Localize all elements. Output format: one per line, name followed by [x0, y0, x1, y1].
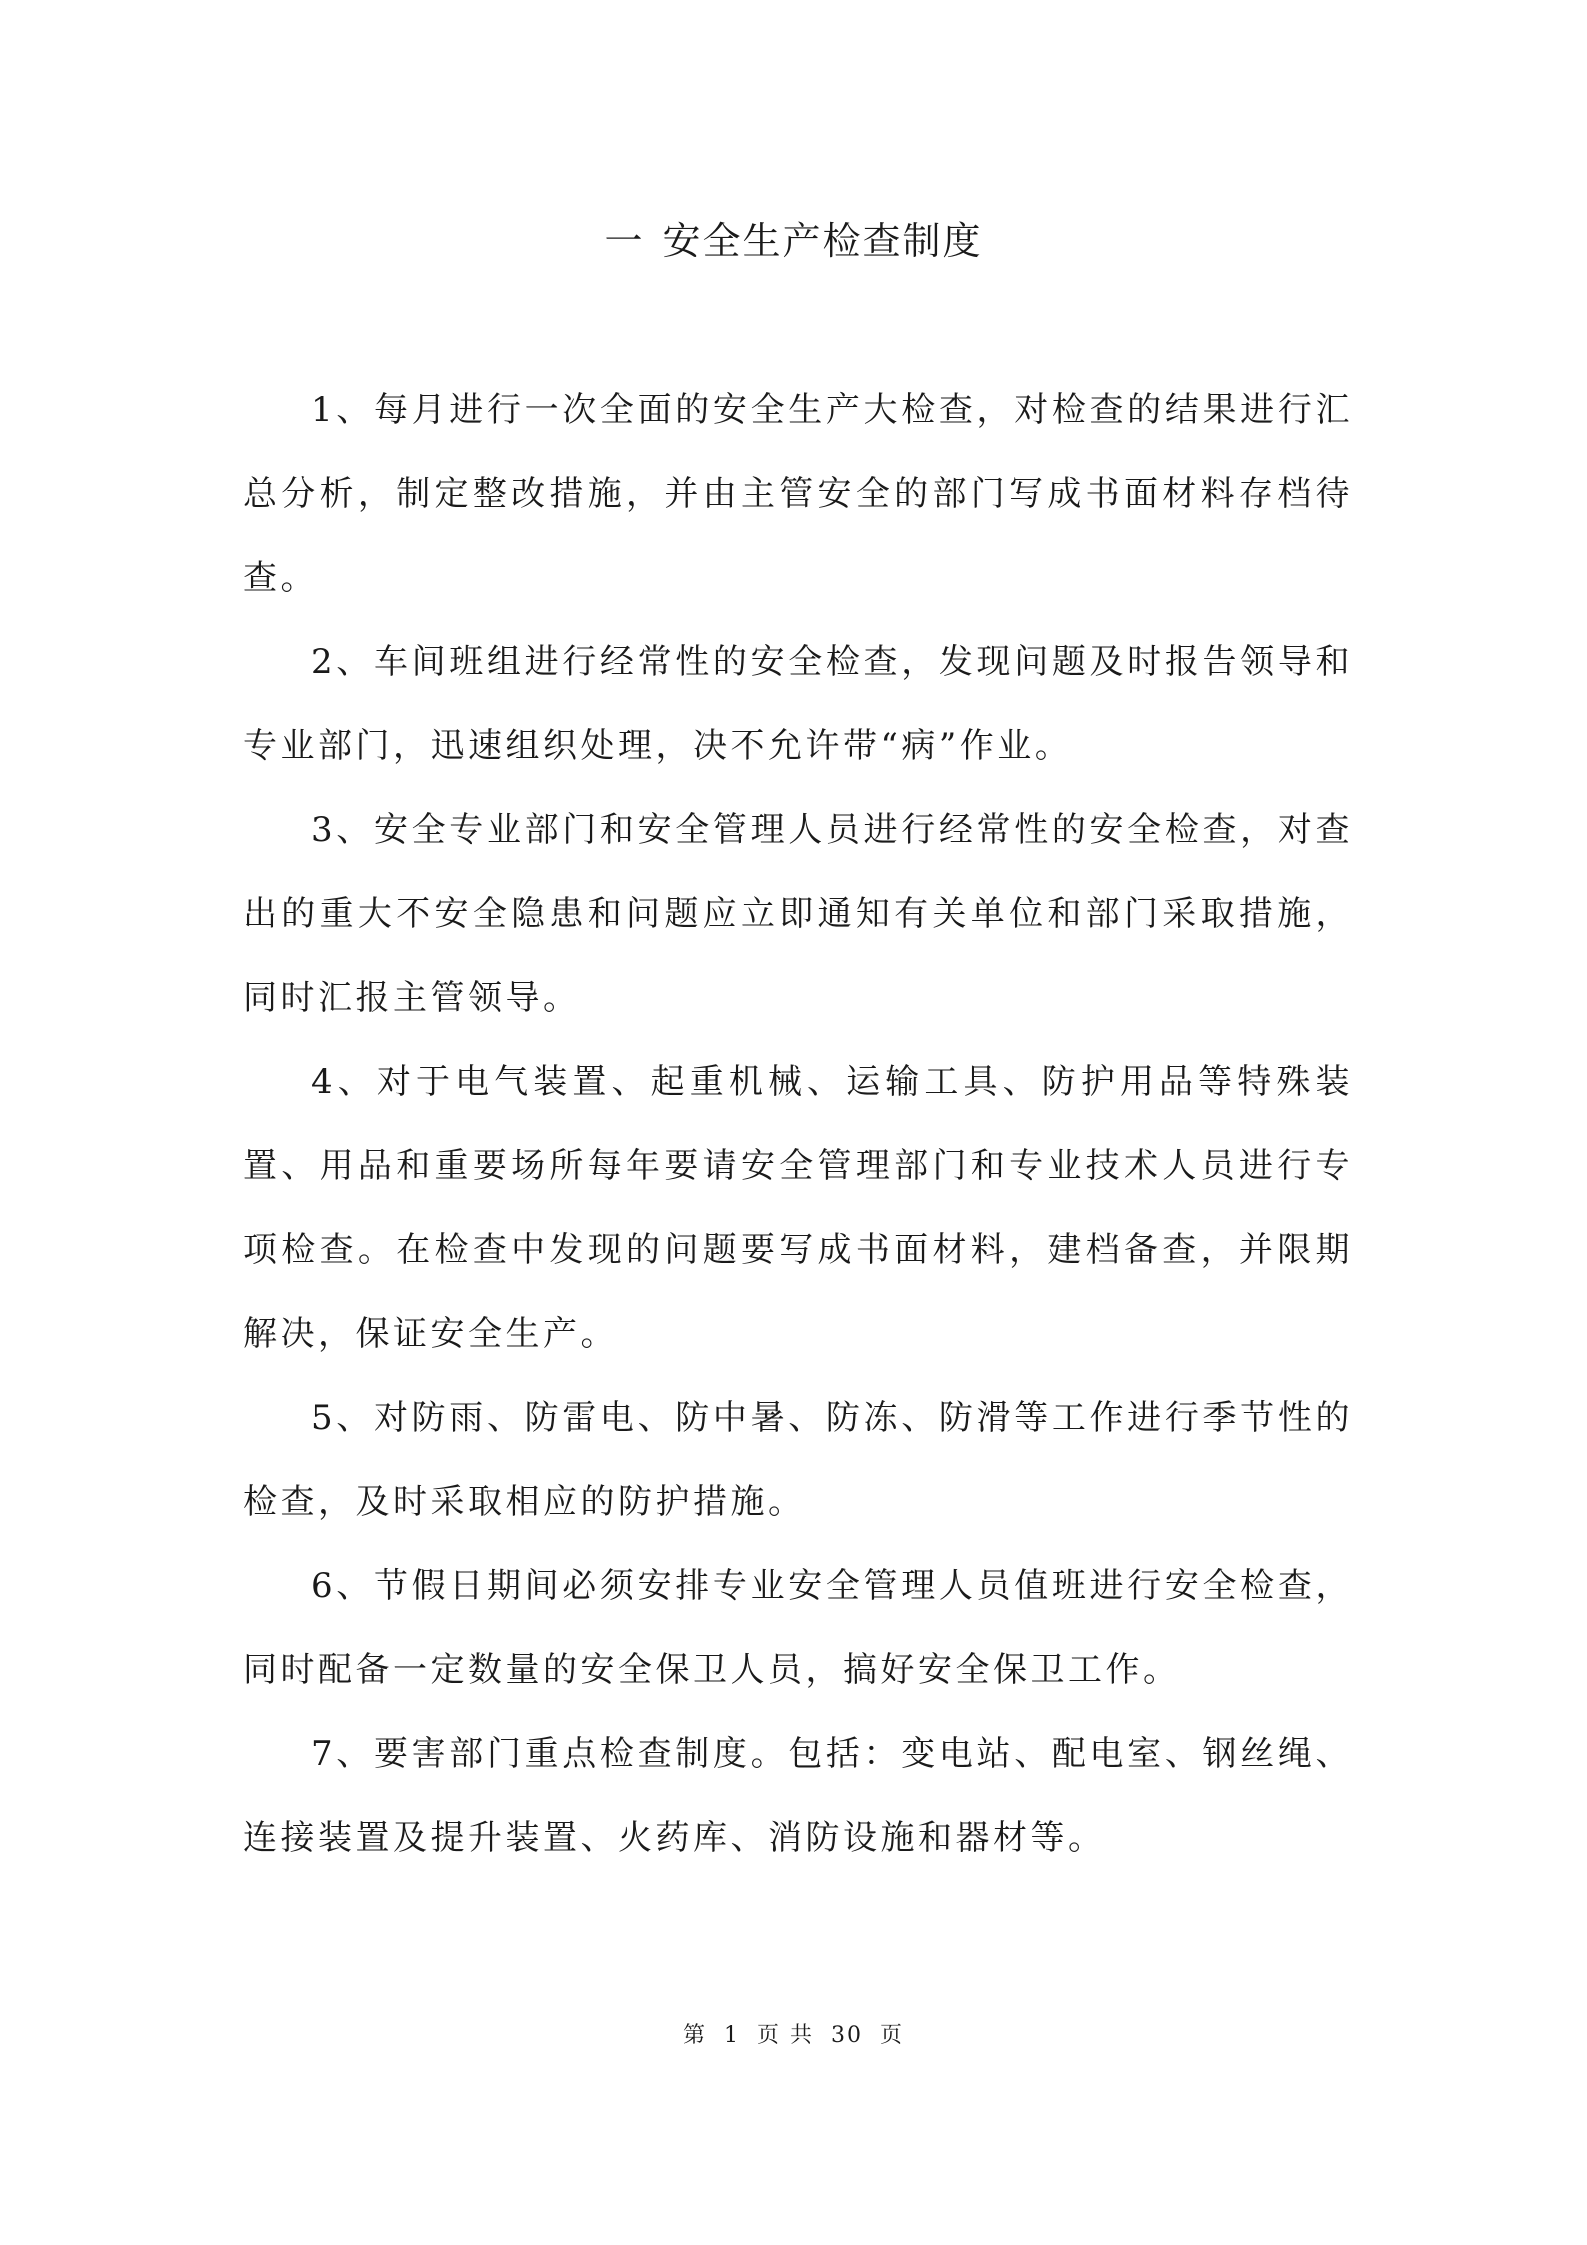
title-text: 安全生产检查制度	[662, 219, 983, 263]
footer-page-current: 1	[724, 2023, 740, 2048]
title-number: 一	[604, 219, 645, 263]
paragraph-5: 5、对防雨、防雷电、防中暑、防冻、防滑等工作进行季节性的检查，及时采取相应的防护措施。	[243, 1398, 1353, 1522]
paragraph-4: 4、对于电气装置、起重机械、运输工具、防护用品等特殊装置、用品和重要场所每年要请安全管理部门和专业技术人员进行专项检查。在检查中发现的问题要写成书面材料，建档备查，并限期解决，保证安全生产。	[243, 1062, 1353, 1354]
paragraph-2: 2、车间班组进行经常性的安全检查，发现问题及时报告领导和专业部门，迅速组织处理，决不允许带“病”作业。	[243, 642, 1353, 766]
footer-page-total: 30	[831, 2023, 863, 2048]
page-footer	[0, 2018, 1587, 2049]
page-title	[0, 210, 1587, 265]
paragraph-1: 1、每月进行一次全面的安全生产大检查，对检查的结果进行汇总分析，制定整改措施，并由主管安全的部门写成书面材料存档待查。	[243, 390, 1353, 598]
paragraph-6: 6、节假日期间必须安排专业安全管理人员值班进行安全检查，同时配备一定数量的安全保卫人员，搞好安全保卫工作。	[243, 1566, 1353, 1690]
document-body	[243, 368, 1353, 1880]
footer-page-prefix: 第	[682, 2023, 707, 2048]
paragraph-3: 3、安全专业部门和安全管理人员进行经常性的安全检查，对查出的重大不安全隐患和问题应立即通知有关单位和部门采取措施，同时汇报主管领导。	[243, 810, 1353, 1018]
footer-page-suffix: 页	[880, 2023, 905, 2048]
paragraph-7: 7、要害部门重点检查制度。包括：变电站、配电室、钢丝绳、连接装置及提升装置、火药库、消防设施和器材等。	[243, 1734, 1353, 1858]
footer-page-mid: 页 共	[757, 2023, 814, 2048]
